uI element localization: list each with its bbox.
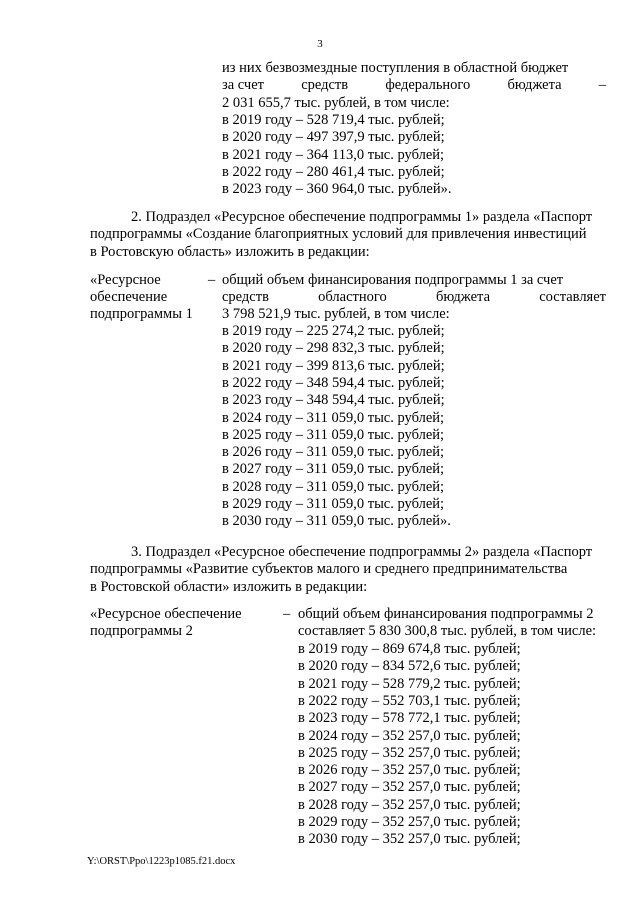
section3-second-line: составляет 5 830 300,8 тыс. рублей, в том числе: (298, 623, 597, 639)
section3-para-line: 3. Подраздел «Ресурсное обеспечение подпрограммы 2» раздела «Паспорт (131, 544, 593, 560)
section2-year-line: в 2030 году – 311 059,0 тыс. рублей». (222, 513, 451, 530)
section2-para-line: подпрограммы «Создание благоприятных условий для привлечения инвестиций (90, 226, 587, 242)
section3-first-line: общий объем финансирования подпрограммы 2 (298, 606, 594, 622)
footer-file-path: Y:\ORST\Ppo\1223p1085.f21.docx (87, 856, 236, 867)
section3-year-line: в 2026 году – 352 257,0 тыс. рублей; (298, 762, 521, 779)
section2-label: обеспечение (90, 289, 168, 305)
intro-line-3: 2 031 655,7 тыс. рублей, в том числе: (222, 95, 450, 111)
section3-year-line: в 2029 году – 352 257,0 тыс. рублей; (298, 814, 521, 830)
intro-year-line: в 2021 году – 364 113,0 тыс. рублей; (222, 146, 445, 163)
section2-word: бюджета (435, 289, 491, 305)
section3-label: подпрограммы 2 (90, 623, 193, 639)
intro-word: – (598, 77, 606, 93)
intro-year-line: в 2019 году – 528 719,4 тыс. рублей; (222, 112, 445, 128)
intro-line-1: из них безвозмездные поступления в областной бюджет (222, 60, 569, 76)
intro-word: бюджета (507, 77, 562, 93)
section2-year-line: в 2027 году – 311 059,0 тыс. рублей; (222, 461, 445, 478)
section3-dash: – (283, 606, 291, 622)
section3-year-line: в 2021 году – 528 779,2 тыс. рублей; (298, 675, 521, 692)
section2-second-line (222, 289, 606, 306)
section2-label: подпрограммы 1 (90, 306, 193, 322)
intro-word: средств (301, 77, 349, 93)
section3-year-line: в 2024 году – 352 257,0 тыс. рублей; (298, 727, 521, 744)
section2-first-line: общий объем финансирования подпрограммы 1 за счет (222, 272, 564, 288)
section2-year-line: в 2020 году – 298 832,3 тыс. рублей; (222, 340, 445, 357)
page-number: 3 (317, 38, 323, 50)
intro-word: федерального (385, 77, 471, 93)
section3-year-line: в 2027 году – 352 257,0 тыс. рублей; (298, 779, 521, 796)
section3-para-line: в Ростовской области» изложить в редакции: (90, 579, 368, 595)
section3-year-line: в 2019 году – 869 674,8 тыс. рублей; (298, 641, 521, 657)
section2-word: средств (222, 289, 269, 305)
section2-year-line: в 2028 году – 311 059,0 тыс. рублей; (222, 478, 445, 495)
section2-para-line: 2. Подраздел «Ресурсное обеспечение подпрограммы 1» раздела «Паспорт (131, 209, 593, 225)
section2-year-line: в 2023 году – 348 594,4 тыс. рублей; (222, 392, 445, 409)
section2-word: составляет (539, 289, 606, 305)
section3-para-line: подпрограммы «Развитие субъектов малого и среднего предпринимательства (90, 561, 568, 577)
section3-year-line: в 2023 году – 578 772,1 тыс. рублей; (298, 710, 521, 727)
section2-year-line: в 2025 году – 311 059,0 тыс. рублей; (222, 426, 445, 443)
section3-year-line: в 2030 году – 352 257,0 тыс. рублей; (298, 831, 521, 848)
section2-dash: – (208, 272, 216, 288)
intro-year-line: в 2020 году – 497 397,9 тыс. рублей; (222, 129, 445, 146)
section3-year-line: в 2025 году – 352 257,0 тыс. рублей; (298, 744, 521, 761)
intro-word: за счет (222, 77, 264, 93)
intro-year-line: в 2022 году – 280 461,4 тыс. рублей; (222, 163, 445, 180)
section2-year-line: в 2026 году – 311 059,0 тыс. рублей; (222, 444, 445, 461)
section2-third-line: 3 798 521,9 тыс. рублей, в том числе: (222, 306, 450, 322)
intro-line-2 (222, 77, 606, 94)
section2-year-line: в 2021 году – 399 813,6 тыс. рублей; (222, 357, 445, 374)
section3-year-line: в 2028 году – 352 257,0 тыс. рублей; (298, 796, 521, 813)
section2-year-line: в 2022 году – 348 594,4 тыс. рублей; (222, 374, 445, 391)
section2-para-line: в Ростовскую область» изложить в редакции: (90, 244, 370, 260)
section3-label: «Ресурсное обеспечение (90, 606, 242, 622)
section2-year-line: в 2029 году – 311 059,0 тыс. рублей; (222, 496, 445, 512)
section3-year-line: в 2022 году – 552 703,1 тыс. рублей; (298, 692, 521, 709)
section2-label: «Ресурсное (90, 272, 161, 288)
intro-year-line: в 2023 году – 360 964,0 тыс. рублей». (222, 181, 452, 198)
section2-word: областного (318, 289, 387, 305)
section2-year-line: в 2024 году – 311 059,0 тыс. рублей; (222, 409, 445, 426)
section2-year-line: в 2019 году – 225 274,2 тыс. рублей; (222, 323, 445, 339)
section3-year-line: в 2020 году – 834 572,6 тыс. рублей; (298, 658, 521, 675)
